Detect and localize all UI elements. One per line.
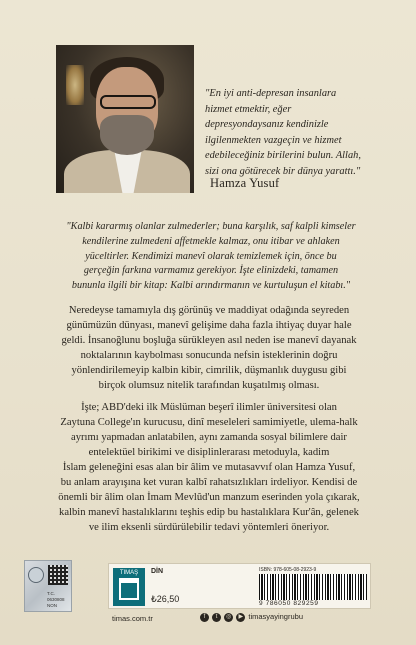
social-handle: timasyayingrubu [248, 612, 303, 621]
paragraph-line: birçok olumsuz nitelik tarafından kuşatılmış olması. [98, 380, 320, 391]
paragraph-line: bu anlam arayışına ket vuran kalbî rahatsızlıkları irdeliyor. Kendisi de [60, 477, 358, 488]
paragraph-line: yönlendirilemeyip kalbin kibir, cimrilik, düşmanlık duygusu gibi [71, 365, 347, 376]
paragraph-line: günümüzün dünyası, manevî gelişime daha fazla ihtiyaç duyar hale [66, 320, 352, 331]
sticker-line: NON [47, 603, 57, 608]
quote-line: "En iyi anti-depresan insanlara [205, 88, 337, 99]
paragraph-line: İşte; ABD'deki ilk Müslüman beşerî ilimler üniversitesi olan [81, 402, 337, 413]
bandrol-sticker [24, 560, 72, 612]
paragraph-line: Zaytuna College'ın kurucusu, dinî meseleleri samimiyetle, ulema-halk [60, 417, 358, 428]
quote-line: ilgilenmekten vazgeçin ve hizmet [205, 134, 342, 146]
paragraph-line: kalbin manevî hastalıklarını teşhis edip bu hastalıklara Kur'ân, gelenek [59, 507, 359, 518]
paragraph-line: önemli bir âlim olan İmam Mevlûd'un manzum eserinden yola çıkarak, [58, 492, 360, 503]
publisher-name: TIMAŞ [119, 570, 139, 576]
barcode-box [108, 563, 371, 609]
paragraph-line: noktalarının kaybolması sonucunda nefsin isteklerinin doğru [80, 350, 338, 361]
quote-line: depresyondaysanız kendinizle [205, 119, 329, 131]
quote-line: kendilerine zulmedeni affetmekle kalmaz, onu itibar ve ahlaken [82, 235, 340, 247]
quote-line: yüceltirler. Kendimizi manevî olarak temizlemek için, önce bu [85, 250, 337, 262]
paragraph-line: ve ilim eksenli sürdürülebilir tedavi yöntemleri öneriyor. [88, 522, 330, 533]
paragraph-line: entelektüel birikimi ve disiplinlerarası metoduyla, kadim [88, 447, 330, 458]
author-photo [56, 45, 194, 193]
author-glasses [100, 95, 156, 109]
description-paragraph-2 [50, 400, 368, 535]
twitter-icon[interactable]: t [212, 613, 221, 622]
facebook-icon[interactable]: f [200, 613, 209, 622]
quote-line: bununla ilgili bir kitap: Kalbi arındırmanın ve kurtuluşun el kitabı." [71, 280, 351, 292]
author-name: Hamza Yusuf [210, 176, 280, 190]
price-label: ₺26,50 [151, 594, 180, 604]
instagram-icon[interactable]: ◎ [226, 613, 232, 620]
sticker-line: 0630808 [47, 597, 65, 602]
lamp-glow [66, 65, 84, 105]
isbn-label: ISBN: 978-605-08-2923-9 [259, 567, 317, 573]
quote-line: edebileceğiniz birilerini bulun. Allah, [205, 150, 361, 162]
quote-line: gerçeğin farkına varmamız gerekiyor. İşte elinizdeki, tamamen [83, 265, 339, 277]
quote-line: hizmet etmektir, eğer [205, 103, 292, 115]
sticker-line: T.C. [47, 591, 56, 596]
publisher-mark-icon [119, 578, 139, 600]
barcode-icon [259, 574, 367, 600]
sticker-code [47, 591, 65, 609]
book-quote [56, 220, 366, 294]
author-quote [205, 86, 373, 180]
quote-line: "Kalbi kararmış olanlar zulmederler; buna karşılık, saf kalpli kimseler [66, 221, 356, 232]
author-beard [100, 115, 154, 155]
genre-label: DİN [151, 568, 164, 575]
publisher-website[interactable]: timas.com.tr [112, 614, 153, 623]
paragraph-line: Neredeyse tamamıyla dış görünüş ve maddiyat odağında seyreden [68, 305, 350, 316]
quote-line: sizi ona götürecek bir dünya yarattı." [205, 165, 361, 177]
description-paragraph-1 [50, 303, 368, 393]
paragraph-line: İslam geleneğini esas alan bir âlim ve mutasavvıf olan Hamza Yusuf, [62, 462, 356, 473]
qr-code-icon [48, 565, 68, 585]
seal-icon [28, 567, 44, 583]
youtube-icon[interactable]: ▶ [236, 613, 245, 622]
isbn-digits: 9 786050 829259 [259, 600, 319, 607]
paragraph-line: geldi. İnsanoğlunu boşluğa sürükleyen asıl neden ise manevî dayanak [61, 335, 357, 346]
publisher-logo [113, 568, 145, 606]
paragraph-line: ayrımı yapmadan anlatabilen, aynı zamanda sosyal bilimlere dair [71, 432, 347, 443]
social-handle-group[interactable] [200, 612, 303, 622]
